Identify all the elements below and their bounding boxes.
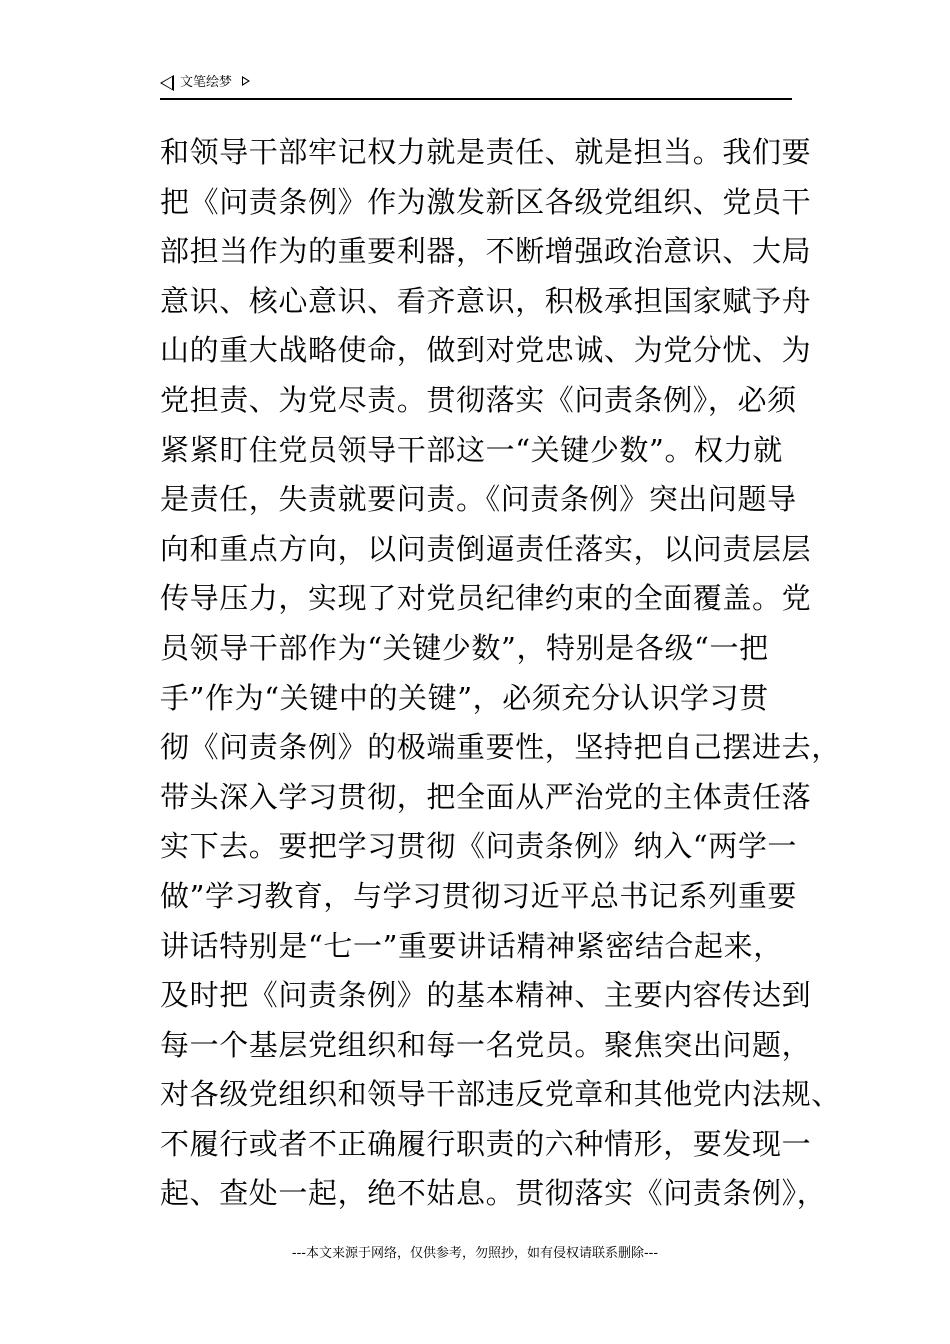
- body-line: 带头深入学习贯彻，把全面从严治党的主体责任落: [160, 779, 812, 814]
- body-line: 意识、核心意识、看齐意识，积极承担国家赋予舟: [160, 283, 812, 318]
- body-line: 山的重大战略使命，做到对党忠诚、为党分忧、为: [160, 333, 812, 368]
- body-line: 实下去。要把学习贯彻《问责条例》纳入“两学一: [160, 829, 798, 864]
- body-line: 讲话特别是“七一”重要讲话精神紧密结合起来，: [160, 928, 783, 963]
- body-line: 员领导干部作为“关键少数”，特别是各级“一把: [160, 630, 769, 665]
- body-line: 手”作为“关键中的关键”，必须充分认识学习贯: [160, 680, 769, 715]
- body-line: 做”学习教育，与学习贯彻习近平总书记系列重要: [160, 878, 798, 913]
- body-line: 及时把《问责条例》的基本精神、主要内容传达到: [160, 978, 812, 1013]
- triangle-left-outline-icon: [160, 75, 174, 91]
- body-line: 每一个基层党组织和每一名党员。聚焦突出问题，: [160, 1027, 812, 1062]
- body-line: 彻《问责条例》的极端重要性，坚持把自己摆进去，: [160, 730, 841, 765]
- body-line: 部担当作为的重要利器，不断增强政治意识、大局: [160, 234, 812, 269]
- header-brand-text: 文笔绘梦: [180, 75, 233, 90]
- footer-disclaimer: ---本文来源于网络，仅供参考，勿照抄，如有侵权请联系删除---: [291, 1246, 659, 1261]
- body-line: 和领导干部牢记权力就是责任、就是担当。我们要: [160, 135, 812, 169]
- body-line: 不履行或者不正确履行职责的六种情形，要发现一: [160, 1126, 812, 1161]
- body-line: 传导压力，实现了对党员纪律约束的全面覆盖。党: [160, 581, 812, 616]
- body-line: 起、查处一起，绝不姑息。贯彻落实《问责条例》，: [160, 1176, 827, 1211]
- body-line: 对各级党组织和领导干部违反党章和其他党内法规、: [160, 1077, 841, 1112]
- body-line: 把《问责条例》作为激发新区各级党组织、党员干: [160, 184, 812, 219]
- body-line: 向和重点方向，以问责倒逼责任落实，以问责层层: [160, 531, 812, 566]
- header-brand-group: [160, 74, 250, 92]
- triangle-right-outline-icon: [242, 76, 250, 86]
- page-header: [160, 72, 792, 100]
- body-line: 是责任，失责就要问责。《问责条例》突出问题导: [160, 482, 797, 517]
- document-body: [160, 128, 841, 1219]
- body-line: 党担责、为党尽责。贯彻落实《问责条例》，必须: [160, 382, 797, 417]
- body-line: 紧紧盯住党员领导干部这一“关键少数”。权力就: [160, 432, 783, 467]
